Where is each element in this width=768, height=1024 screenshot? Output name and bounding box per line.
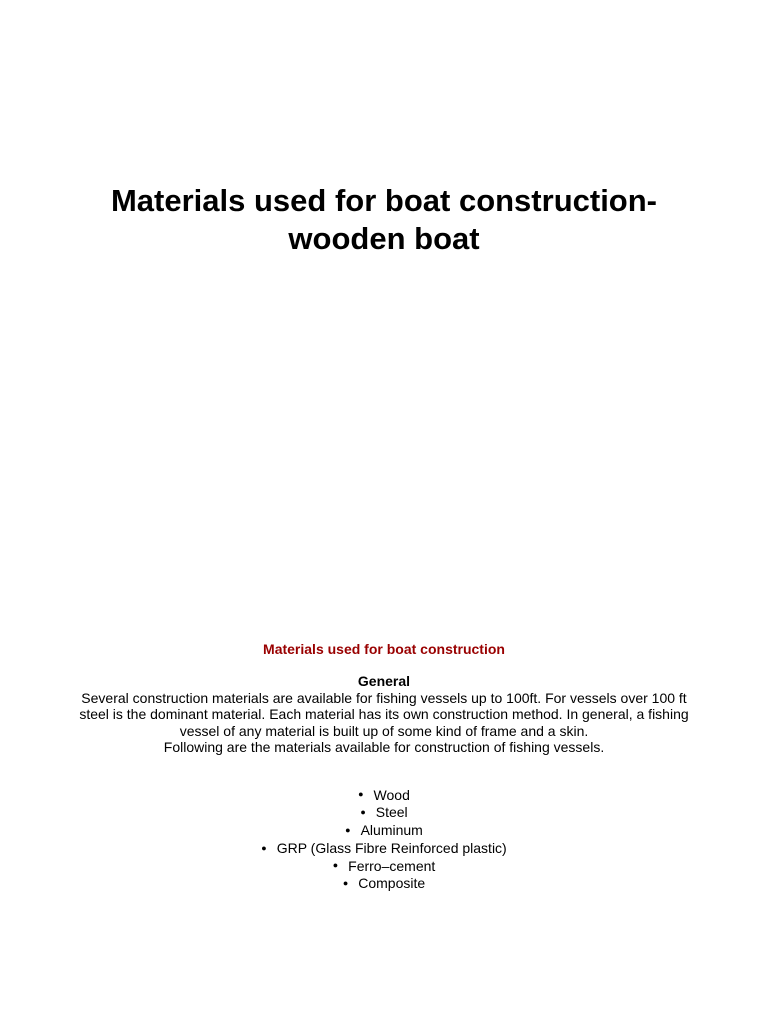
bullet-dot-icon: ● — [332, 860, 339, 871]
paragraph-line: vessel of any material is built up of some kind of frame and a skin. — [179, 722, 589, 739]
page-title — [0, 182, 768, 258]
general-section — [0, 673, 768, 893]
list-item-label: Steel — [375, 804, 408, 821]
list-item-label: GRP (Glass Fibre Reinforced plastic) — [276, 839, 507, 856]
general-heading: General — [357, 673, 411, 689]
bullet-dot-icon: ● — [342, 878, 349, 889]
paragraph-line: steel is the dominant material. Each material has its own construction method. In general, a fishing — [79, 706, 689, 722]
bullet-dot-icon: ● — [360, 807, 366, 818]
list-item-label: Aluminum — [360, 822, 423, 839]
bullet-dot-icon: ● — [358, 789, 364, 800]
list-item-label: Ferro–cement — [348, 857, 436, 874]
page-title-line-2: wooden boat — [288, 221, 480, 256]
paragraph-line: Following are the materials available for construction of fishing vessels. — [163, 739, 605, 755]
list-item — [0, 858, 768, 876]
list-item — [0, 787, 768, 805]
paragraph-line: Several construction materials are available for fishing vessels up to 100ft. For vessels over 100 ft — [81, 689, 687, 706]
list-item — [0, 822, 768, 840]
materials-list — [0, 787, 768, 894]
list-item — [0, 840, 768, 858]
bullet-dot-icon: ● — [345, 824, 351, 835]
list-item — [0, 875, 768, 893]
list-item-label: Wood — [373, 786, 410, 803]
section-heading: Materials used for boat construction — [263, 641, 505, 657]
list-item-label: Composite — [358, 875, 426, 892]
bullet-dot-icon: ● — [261, 842, 267, 853]
list-item — [0, 804, 768, 822]
page-title-line-1: Materials used for boat construction- — [110, 183, 657, 218]
